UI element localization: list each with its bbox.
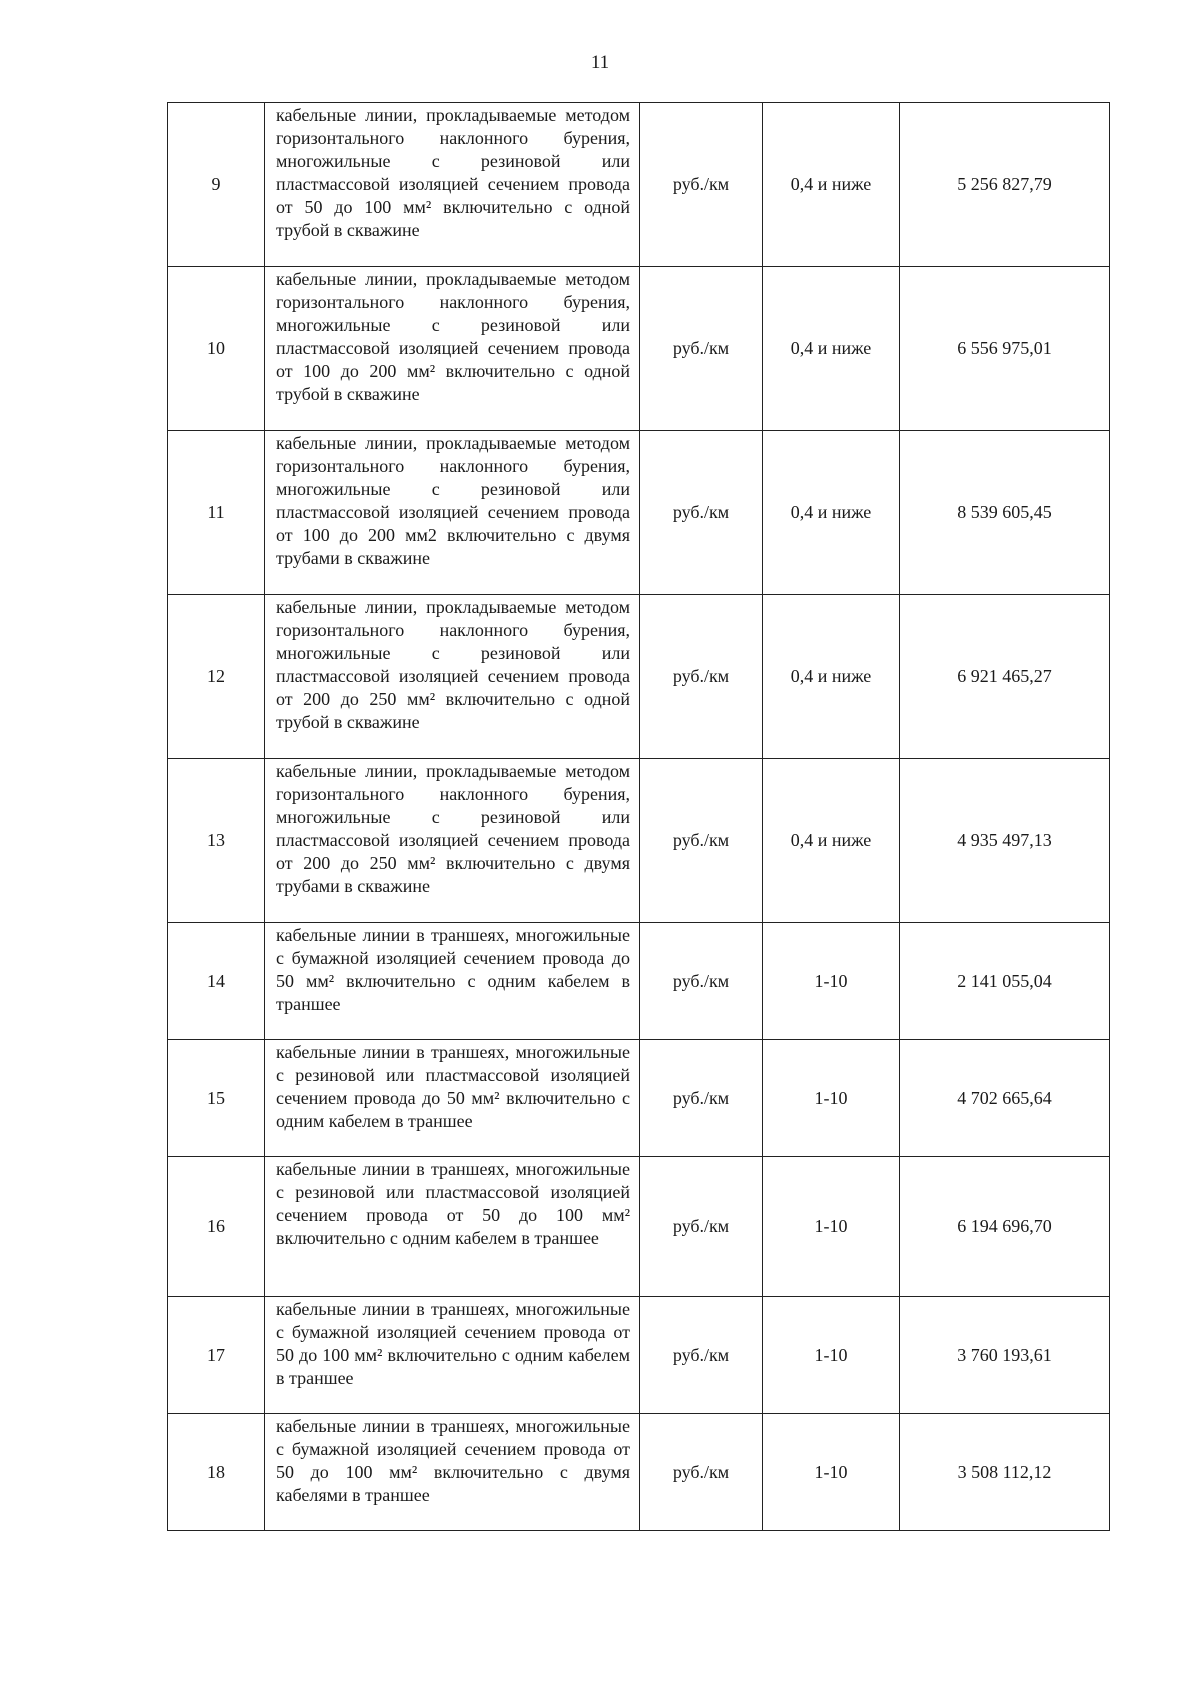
page-number: 11: [590, 52, 610, 73]
row-voltage: 0,4 и ниже: [763, 759, 900, 923]
row-description: кабельные линии, прокладываемые методом горизонтального наклонного бурения, многожильные с резиновой или пластмассовой изоляцией сечением провода от 200 до 250 мм² включительно с одной трубой в скважине: [265, 595, 640, 759]
row-description: кабельные линии, прокладываемые методом горизонтального наклонного бурения, многожильные с резиновой или пластмассовой изоляцией сечением провода от 100 до 200 мм² включительно с одной трубой в скважине: [265, 267, 640, 431]
row-unit: руб./км: [640, 431, 763, 595]
row-voltage: 0,4 и ниже: [763, 103, 900, 267]
row-price: 2 141 055,04: [900, 923, 1110, 1040]
row-price: 8 539 605,45: [900, 431, 1110, 595]
row-voltage: 1-10: [763, 1414, 900, 1531]
row-description: кабельные линии в траншеях, многожильные с резиновой или пластмассовой изоляцией сечением провода от 50 до 100 мм² включительно с одним кабелем в траншее: [265, 1157, 640, 1297]
row-number: 18: [168, 1414, 265, 1531]
table-row: [168, 1157, 1110, 1297]
row-number: 12: [168, 595, 265, 759]
table-row: [168, 431, 1110, 595]
row-unit: руб./км: [640, 103, 763, 267]
row-description: кабельные линии в траншеях, многожильные с бумажной изоляцией сечением провода от 50 до 100 мм² включительно с двумя кабелями в траншее: [265, 1414, 640, 1531]
row-unit: руб./км: [640, 1297, 763, 1414]
row-number: 9: [168, 103, 265, 267]
row-price: 3 508 112,12: [900, 1414, 1110, 1531]
row-price: 4 935 497,13: [900, 759, 1110, 923]
row-voltage: 1-10: [763, 1297, 900, 1414]
row-voltage: 1-10: [763, 1157, 900, 1297]
row-number: 11: [168, 431, 265, 595]
row-description: кабельные линии, прокладываемые методом горизонтального наклонного бурения, многожильные с резиновой или пластмассовой изоляцией сечением провода от 50 до 100 мм² включительно с одной трубой в скважине: [265, 103, 640, 267]
row-price: 4 702 665,64: [900, 1040, 1110, 1157]
rates-table: [167, 102, 1110, 1531]
row-voltage: 0,4 и ниже: [763, 267, 900, 431]
row-unit: руб./км: [640, 1414, 763, 1531]
row-voltage: 0,4 и ниже: [763, 431, 900, 595]
row-unit: руб./км: [640, 595, 763, 759]
row-number: 10: [168, 267, 265, 431]
row-number: 13: [168, 759, 265, 923]
row-unit: руб./км: [640, 923, 763, 1040]
table-row: [168, 759, 1110, 923]
row-description: кабельные линии в траншеях, многожильные с резиновой или пластмассовой изоляцией сечением провода до 50 мм² включительно с одним кабелем в траншее: [265, 1040, 640, 1157]
table-row: [168, 1414, 1110, 1531]
row-number: 16: [168, 1157, 265, 1297]
row-voltage: 0,4 и ниже: [763, 595, 900, 759]
row-price: 5 256 827,79: [900, 103, 1110, 267]
row-voltage: 1-10: [763, 1040, 900, 1157]
row-price: 6 556 975,01: [900, 267, 1110, 431]
table-row: [168, 1040, 1110, 1157]
row-unit: руб./км: [640, 267, 763, 431]
row-voltage: 1-10: [763, 923, 900, 1040]
row-description: кабельные линии, прокладываемые методом горизонтального наклонного бурения, многожильные с резиновой или пластмассовой изоляцией сечением провода от 200 до 250 мм² включительно с двумя трубами в скважине: [265, 759, 640, 923]
row-number: 15: [168, 1040, 265, 1157]
table-row: [168, 595, 1110, 759]
row-unit: руб./км: [640, 1157, 763, 1297]
rates-table-body: [168, 103, 1110, 1531]
row-number: 17: [168, 1297, 265, 1414]
row-description: кабельные линии в траншеях, многожильные с бумажной изоляцией сечением провода от 50 до 100 мм² включительно с одним кабелем в траншее: [265, 1297, 640, 1414]
row-description: кабельные линии в траншеях, многожильные с бумажной изоляцией сечением провода до 50 мм² включительно с одним кабелем в траншее: [265, 923, 640, 1040]
row-unit: руб./км: [640, 1040, 763, 1157]
row-price: 3 760 193,61: [900, 1297, 1110, 1414]
row-number: 14: [168, 923, 265, 1040]
row-unit: руб./км: [640, 759, 763, 923]
table-row: [168, 1297, 1110, 1414]
table-row: [168, 923, 1110, 1040]
row-description: кабельные линии, прокладываемые методом горизонтального наклонного бурения, многожильные с резиновой или пластмассовой изоляцией сечением провода от 100 до 200 мм2 включительно с двумя трубами в скважине: [265, 431, 640, 595]
row-price: 6 194 696,70: [900, 1157, 1110, 1297]
row-price: 6 921 465,27: [900, 595, 1110, 759]
table-row: [168, 103, 1110, 267]
table-row: [168, 267, 1110, 431]
